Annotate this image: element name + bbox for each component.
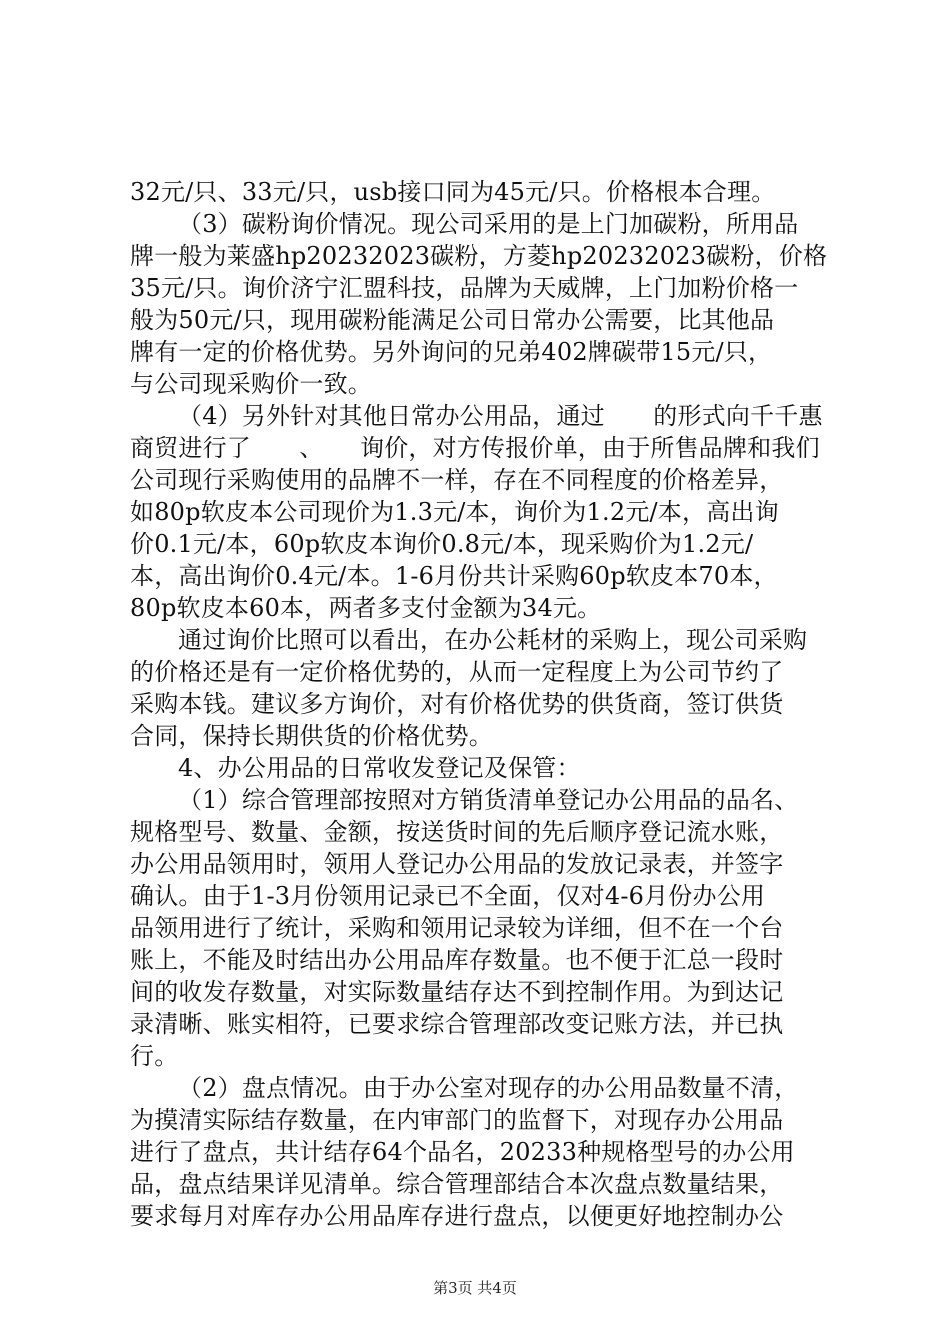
text-line: 为摸清实际结存数量，在内审部门的监督下，对现存办公用品 (130, 1106, 784, 1134)
text-line: 80p软皮本60本，两者多支付金额为34元。 (130, 594, 602, 622)
text-line: 品，盘点结果详见清单。综合管理部结合本次盘点数量结果， (130, 1170, 784, 1198)
text-line: 采购本钱。建议多方询价，对有价格优势的供货商，签订供货 (130, 690, 784, 718)
text-line: 与公司现采购价一致。 (130, 370, 372, 398)
text-line: 品领用进行了统计，采购和领用记录较为详细，但不在一个台 (130, 914, 784, 942)
text-line: 要求每月对库存办公用品库存进行盘点，以便更好地控制办公 (130, 1202, 784, 1230)
text-line: 合同，保持长期供货的价格优势。 (130, 722, 493, 750)
text-line: 公司现行采购使用的品牌不一样，存在不同程度的价格差异， (130, 466, 784, 494)
text-line: 如80p软皮本公司现价为1.3元/本，询价为1.2元/本，高出询 (130, 498, 779, 526)
text-line: 4、办公用品的日常收发登记及保管： (178, 754, 581, 782)
text-line: （4）另外针对其他日常办公用品，通过 的形式向千千惠 (178, 402, 823, 430)
page-number-footer: 第3页 共4页 (433, 1279, 517, 1297)
text-line: 录清晰、账实相符，已要求综合管理部改变记账方法，并已执 (130, 1010, 784, 1038)
text-line: 进行了盘点，共计结存64个品名，20233种规格型号的办公用 (130, 1138, 795, 1166)
text-line: 间的收发存数量，对实际数量结存达不到控制作用。为到达记 (130, 978, 784, 1006)
text-line: 35元/只。询价济宁汇盟科技，品牌为天威牌，上门加粉价格一 (130, 274, 799, 302)
text-line: 的价格还是有一定价格优势的，从而一定程度上为公司节约了 (130, 658, 784, 686)
text-line: 32元/只、33元/只，usb接口同为45元/只。价格根本合理。 (130, 178, 776, 206)
text-line: 牌一般为莱盛hp20232023碳粉，方菱hp20232023碳粉，价格 (130, 242, 828, 270)
text-line: 本，高出询价0.4元/本。1-6月份共计采购60p软皮本70本， (130, 562, 778, 590)
text-line: 确认。由于1-3月份领用记录已不全面，仅对4-6月份办公用 (130, 882, 766, 910)
text-line: 通过询价比照可以看出，在办公耗材的采购上，现公司采购 (178, 626, 808, 654)
text-line: （1）综合管理部按照对方销货清单登记办公用品的品名、 (178, 786, 799, 814)
text-line: 价0.1元/本，60p软皮本询价0.8元/本，现采购价为1.2元/ (130, 530, 754, 558)
text-line: （3）碳粉询价情况。现公司采用的是上门加碳粉，所用品 (178, 210, 799, 238)
text-line: 账上，不能及时结出办公用品库存数量。也不便于汇总一段时 (130, 946, 784, 974)
text-line: 商贸进行了 、 询价，对方传报价单，由于所售品牌和我们 (130, 434, 820, 462)
text-line: 般为50元/只，现用碳粉能满足公司日常办公需要，比其他品 (130, 306, 775, 334)
text-line: 牌有一定的价格优势。另外询问的兄弟402牌碳带15元/只， (130, 338, 773, 366)
text-line: 行。 (130, 1042, 179, 1070)
text-line: 办公用品领用时，领用人登记办公用品的发放记录表，并签字 (130, 850, 784, 878)
text-line: （2）盘点情况。由于办公室对现存的办公用品数量不清， (178, 1074, 799, 1102)
text-line: 规格型号、数量、金额，按送货时间的先后顺序登记流水账， (130, 818, 784, 846)
